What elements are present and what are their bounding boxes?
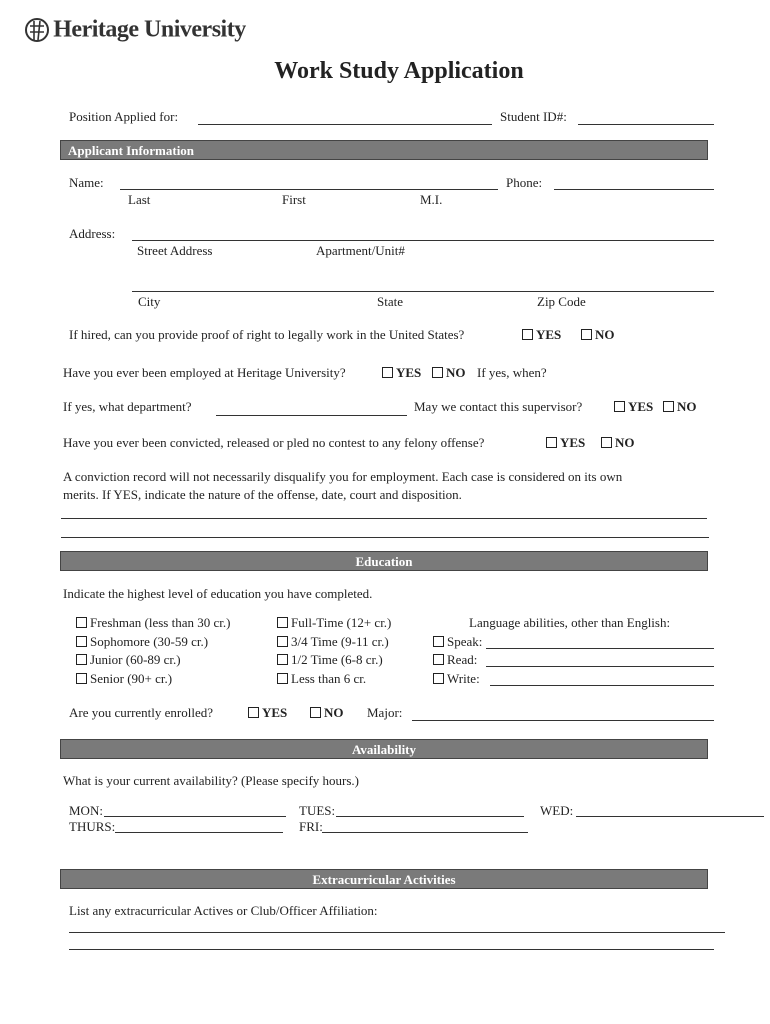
education-level-option[interactable] — [76, 652, 181, 668]
right-to-work-question: If hired, can you provide proof of right to legally work in the United States? — [69, 327, 465, 342]
course-load-option[interactable] — [277, 634, 389, 650]
write-field[interactable] — [490, 685, 714, 686]
no-label: NO — [595, 327, 615, 342]
checkbox-icon[interactable] — [663, 401, 674, 412]
no-label: NO — [677, 399, 697, 414]
yes-label: YES — [536, 327, 562, 342]
checkbox-icon[interactable] — [277, 673, 288, 684]
read-field[interactable] — [486, 666, 714, 667]
contact-yes[interactable] — [614, 399, 653, 415]
checkbox-icon[interactable] — [76, 654, 87, 665]
no-label: NO — [446, 365, 466, 380]
language-heading: Language abilities, other than English: — [469, 615, 671, 630]
option-label: Speak: — [447, 634, 483, 649]
checkbox-icon[interactable] — [76, 636, 87, 647]
section-availability — [60, 739, 708, 759]
checkbox-icon[interactable] — [76, 673, 87, 684]
availability-prompt: What is your current availability? (Please specify hours.) — [63, 773, 360, 788]
checkbox-icon[interactable] — [522, 329, 533, 340]
wednesday-label: WED: — [540, 803, 574, 818]
first-caption: First — [282, 192, 306, 207]
checkbox-icon[interactable] — [433, 636, 444, 647]
education-level-option[interactable] — [76, 671, 172, 687]
city-caption: City — [138, 294, 161, 309]
no-label: NO — [324, 705, 344, 720]
name-label: Name: — [69, 175, 104, 190]
no-label: NO — [615, 435, 635, 450]
mi-caption: M.I. — [420, 192, 443, 207]
address-label: Address: — [69, 226, 116, 241]
education-level-option[interactable] — [76, 634, 208, 650]
enrolled-question: Are you currently enrolled? — [69, 705, 214, 720]
yes-label: YES — [628, 399, 654, 414]
convicted-yes[interactable] — [546, 435, 585, 451]
major-label: Major: — [367, 705, 403, 720]
section-education — [60, 551, 708, 571]
employed-question: Have you ever been employed at Heritage University? — [63, 365, 346, 380]
department-label: If yes, what department? — [63, 399, 192, 414]
course-load-option[interactable] — [277, 615, 391, 631]
option-label: Write: — [447, 671, 480, 686]
yes-label: YES — [396, 365, 422, 380]
if-yes-when-label: If yes, when? — [477, 365, 547, 380]
option-label: Freshman (less than 30 cr.) — [90, 615, 231, 630]
student-id-field[interactable] — [578, 124, 714, 125]
employed-no[interactable] — [432, 365, 466, 381]
language-speak-option[interactable] — [433, 634, 482, 650]
department-field[interactable] — [216, 415, 407, 416]
state-caption: State — [377, 294, 403, 309]
enrolled-no[interactable] — [310, 705, 344, 721]
yes-label: YES — [560, 435, 586, 450]
section-title: Education — [355, 554, 413, 569]
contact-supervisor-label: May we contact this supervisor? — [414, 399, 583, 414]
course-load-option[interactable] — [277, 652, 383, 668]
major-field[interactable] — [412, 720, 714, 721]
option-label: Full-Time (12+ cr.) — [291, 615, 392, 630]
street-caption: Street Address — [137, 243, 213, 258]
enrolled-yes[interactable] — [248, 705, 287, 721]
tuesday-label: TUES: — [299, 803, 336, 818]
section-title: Extracurricular Activities — [312, 872, 456, 887]
option-label: Junior (60-89 cr.) — [90, 652, 181, 667]
checkbox-icon[interactable] — [546, 437, 557, 448]
thursday-label: THURS: — [69, 819, 116, 834]
checkbox-icon[interactable] — [76, 617, 87, 628]
zip-caption: Zip Code — [537, 294, 586, 309]
education-prompt: Indicate the highest level of education you have completed. — [63, 586, 373, 601]
checkbox-icon[interactable] — [277, 654, 288, 665]
contact-no[interactable] — [663, 399, 697, 415]
monday-field[interactable] — [104, 816, 286, 817]
city-state-zip-field[interactable] — [132, 291, 714, 292]
name-field[interactable] — [120, 189, 498, 190]
extracurricular-line-2[interactable] — [69, 949, 714, 950]
convicted-no[interactable] — [601, 435, 635, 451]
checkbox-icon[interactable] — [382, 367, 393, 378]
last-caption: Last — [128, 192, 151, 207]
logo-text: Heritage University — [53, 16, 246, 43]
option-label: Sophomore (30-59 cr.) — [90, 634, 209, 649]
checkbox-icon[interactable] — [433, 654, 444, 665]
phone-field[interactable] — [554, 189, 714, 190]
option-label: Less than 6 cr. — [291, 671, 367, 686]
section-title: Applicant Information — [68, 143, 195, 158]
conviction-details-line-2[interactable] — [61, 537, 709, 538]
friday-label: FRI: — [299, 819, 323, 834]
conviction-details-line-1[interactable] — [61, 518, 707, 519]
monday-label: MON: — [69, 803, 103, 818]
right-to-work-no[interactable] — [581, 327, 615, 343]
position-field[interactable] — [198, 124, 492, 125]
option-label: Read: — [447, 652, 478, 667]
checkbox-icon[interactable] — [310, 707, 321, 718]
university-logo — [24, 16, 246, 44]
page-title: Work Study Application — [274, 58, 524, 84]
employed-yes[interactable] — [382, 365, 421, 381]
right-to-work-yes[interactable] — [522, 327, 561, 343]
checkbox-icon[interactable] — [277, 617, 288, 628]
extracurricular-prompt: List any extracurricular Actives or Club/Officer Affiliation: — [69, 903, 378, 918]
student-id-label: Student ID#: — [500, 109, 567, 124]
education-level-option[interactable] — [76, 615, 230, 631]
checkbox-icon[interactable] — [581, 329, 592, 340]
phone-label: Phone: — [506, 175, 543, 190]
wednesday-field[interactable] — [576, 816, 764, 817]
language-read-option[interactable] — [433, 652, 477, 668]
checkbox-icon[interactable] — [277, 636, 288, 647]
apt-caption: Apartment/Unit# — [316, 243, 405, 258]
tuesday-field[interactable] — [336, 816, 524, 817]
extracurricular-line-1[interactable] — [69, 932, 725, 933]
logo-emblem-icon — [24, 16, 50, 44]
convicted-question: Have you ever been convicted, released or pled no contest to any felony offense? — [63, 435, 485, 450]
section-title: Availability — [351, 742, 417, 757]
option-label: Senior (90+ cr.) — [90, 671, 173, 686]
checkbox-icon[interactable] — [601, 437, 612, 448]
conviction-note-line-2: merits. If YES, indicate the nature of the offense, date, court and disposition. — [63, 487, 462, 502]
section-applicant-information — [60, 140, 708, 160]
position-label: Position Applied for: — [69, 109, 179, 124]
language-write-option[interactable] — [433, 671, 480, 687]
thursday-field[interactable] — [115, 832, 283, 833]
checkbox-icon[interactable] — [248, 707, 259, 718]
street-address-field[interactable] — [132, 240, 714, 241]
speak-field[interactable] — [486, 648, 714, 649]
option-label: 3/4 Time (9-11 cr.) — [291, 634, 389, 649]
yes-label: YES — [262, 705, 288, 720]
option-label: 1/2 Time (6-8 cr.) — [291, 652, 383, 667]
friday-field[interactable] — [322, 832, 528, 833]
course-load-option[interactable] — [277, 671, 366, 687]
section-extracurricular — [60, 869, 708, 889]
checkbox-icon[interactable] — [432, 367, 443, 378]
checkbox-icon[interactable] — [433, 673, 444, 684]
checkbox-icon[interactable] — [614, 401, 625, 412]
conviction-note-line-1: A conviction record will not necessarily disqualify you for employment. Each case is considered on its own — [63, 469, 623, 484]
